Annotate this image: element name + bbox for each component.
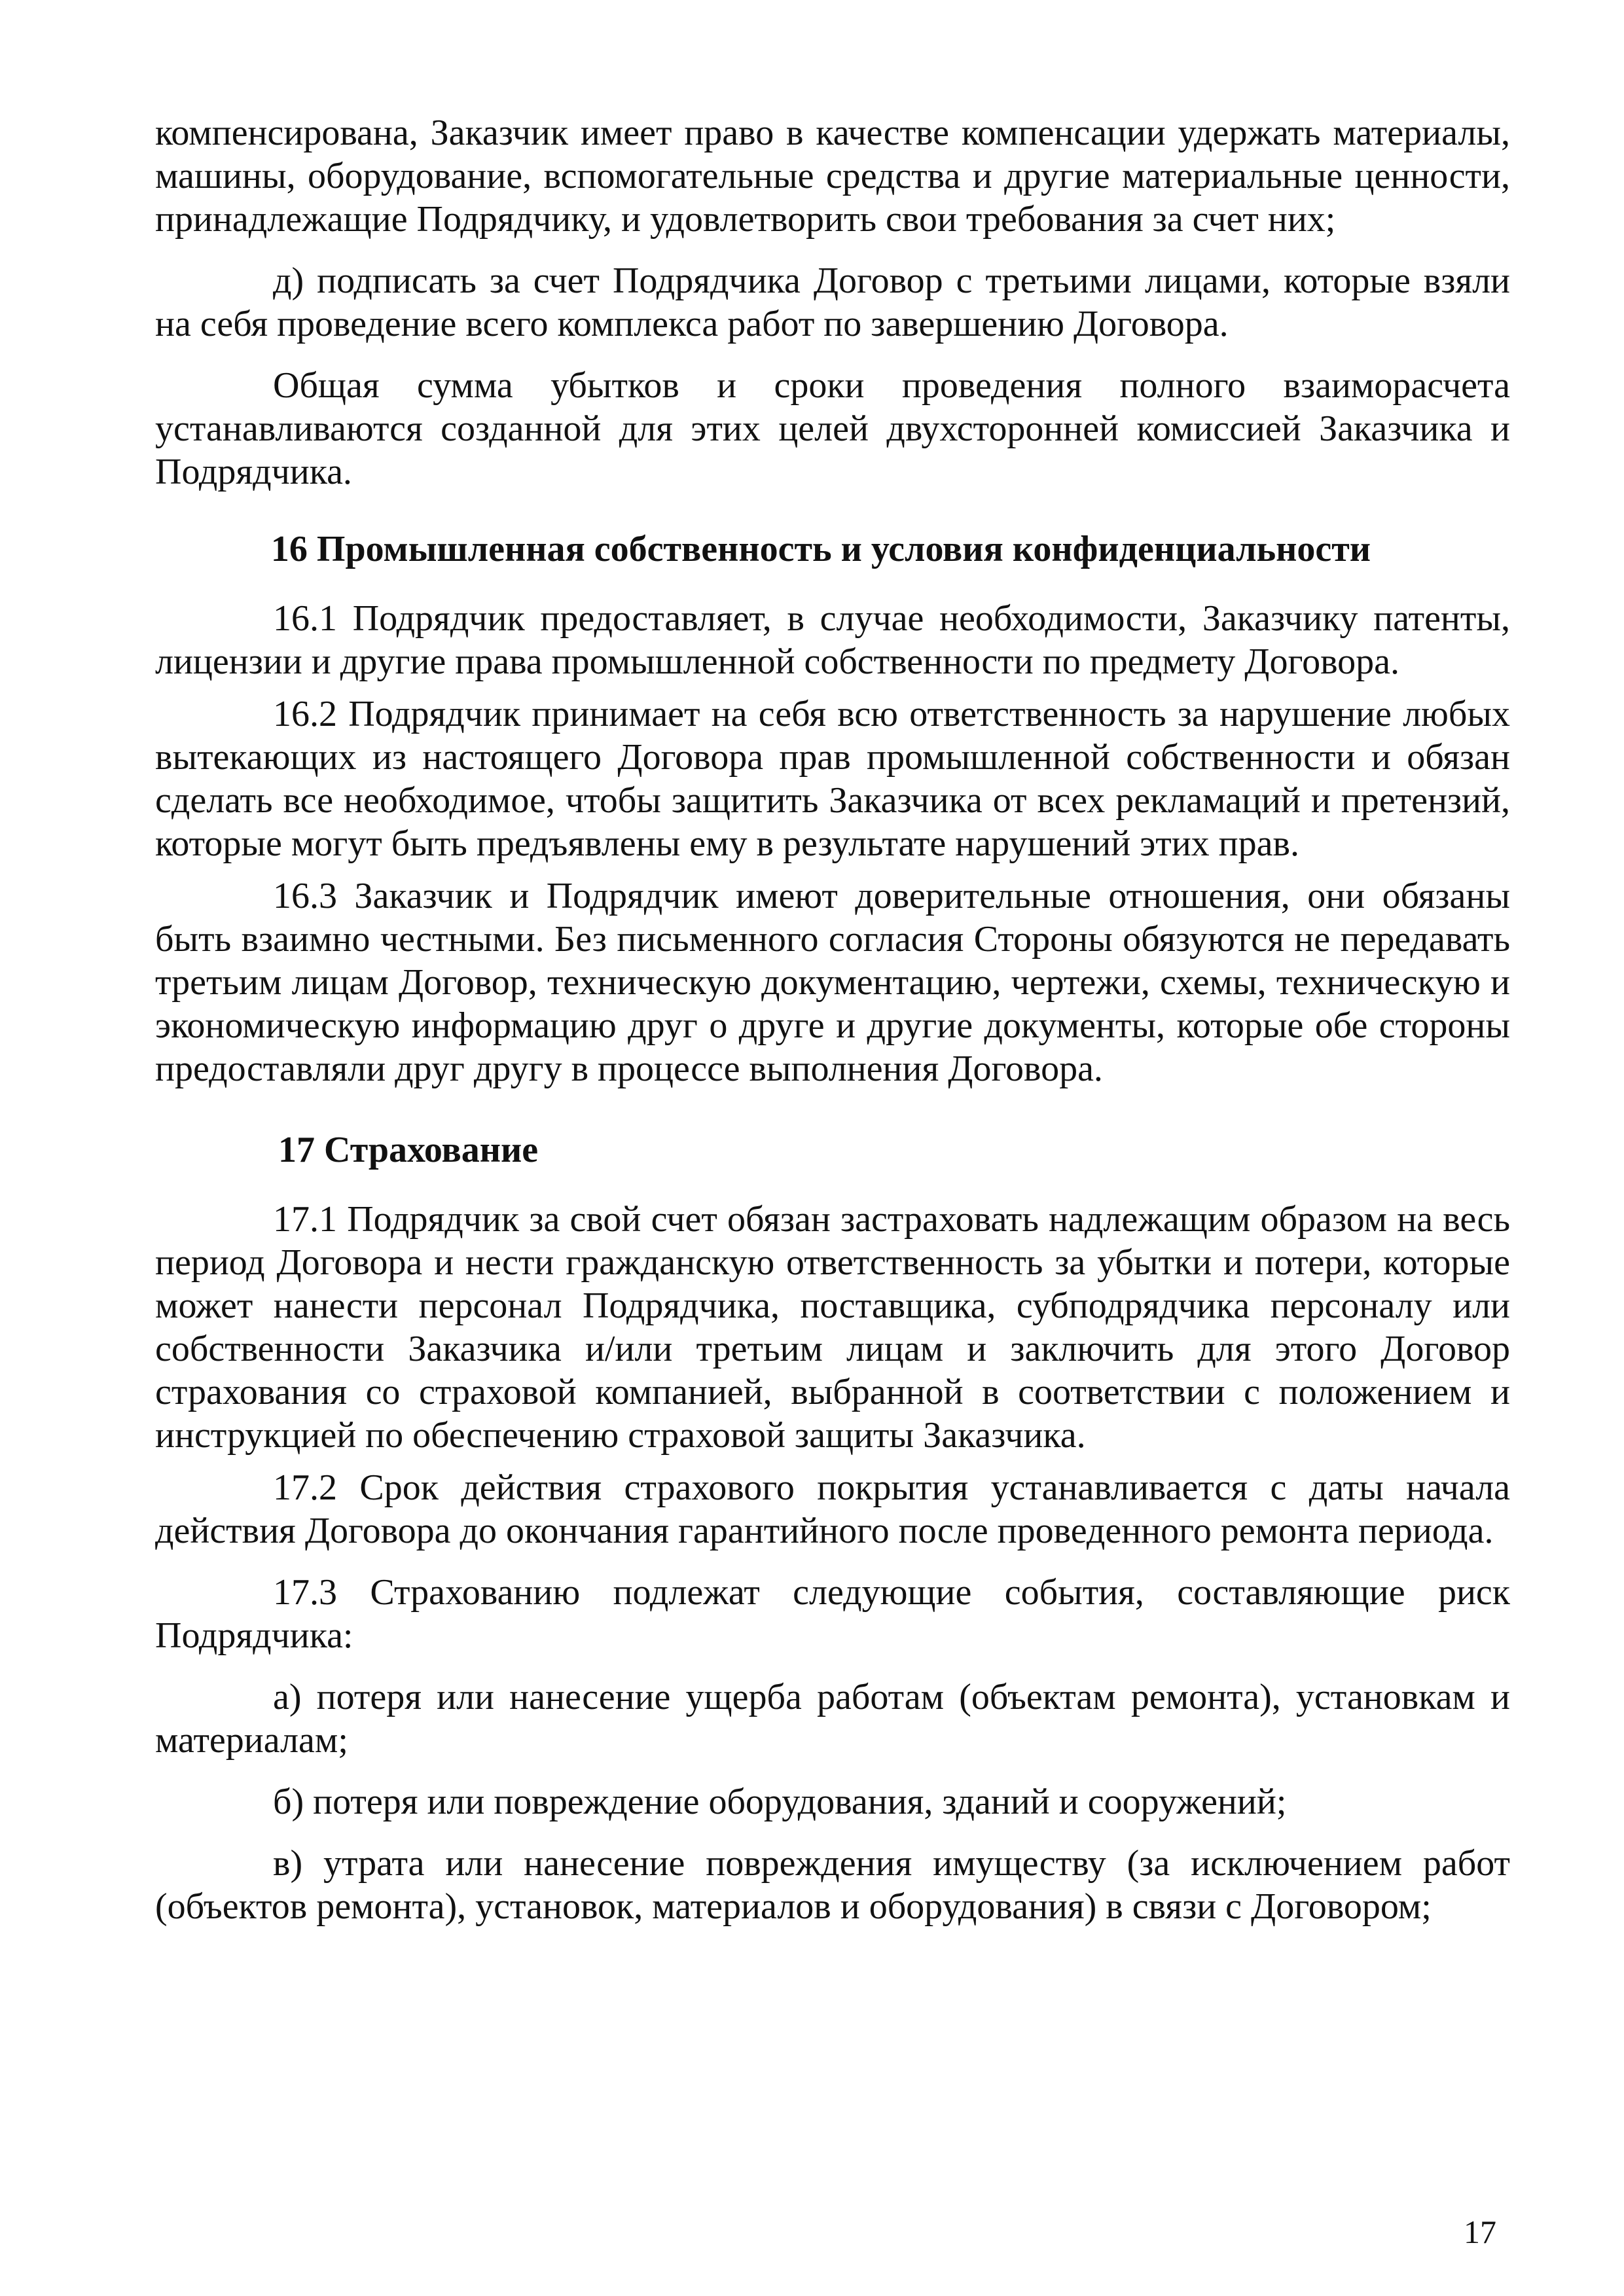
paragraph-17-3: 17.3 Страхованию подлежат следующие события, составляющие риск Подрядчика: <box>155 1572 1510 1656</box>
paragraph-continuation: компенсирована, Заказчик имеет право в качестве компенсации удержать материалы, машины, оборудование, вспомогательные средства и другие материальные ценности, принадлежащие Подрядчику, и удовлетворить свои требования за счет них; <box>155 113 1510 240</box>
paragraph-16-1: 16.1 Подрядчик предоставляет, в случае необходимости, Заказчику патенты, лицензии и другие права промышленной собственности по предмету Договора. <box>155 598 1510 682</box>
paragraph-losses: Общая сумма убытков и сроки проведения полного взаиморасчета устанавливаются созданной для этих целей двухсторонней комиссией Заказчика и Подрядчика. <box>155 365 1510 492</box>
section-16-heading: 16 Промышленная собственность и условия конфиденциальности <box>270 529 1371 569</box>
list-item-a: а) потеря или нанесение ущерба работам (объектам ремонта), установкам и материалам; <box>155 1677 1510 1761</box>
section-17-heading: 17 Страхование <box>278 1130 539 1170</box>
paragraph-17-1: 17.1 Подрядчик за свой счет обязан застраховать надлежащим образом на весь период Договора и нести гражданскую ответственность за убытки и потери, которые может нанести персонал Подрядчика, поставщика, субподрядчика персоналу или собственности Заказчика и/или третьим лицам и заключить для этого Договор страхования со страховой компанией, выбранной в соответствии с положением и инструкцией по обеспечению страховой защиты Заказчика. <box>155 1199 1510 1456</box>
paragraph-16-2: 16.2 Подрядчик принимает на себя всю ответственность за нарушение любых вытекающих из настоящего Договора прав промышленной собственности и обязан сделать все необходимое, чтобы защитить Заказчика от всех рекламаций и претензий, которые могут быть предъявлены ему в результате нарушений этих прав. <box>155 694 1510 864</box>
paragraph-item-d: д) подписать за счет Подрядчика Договор с третьими лицами, которые взяли на себя проведение всего комплекса работ по завершению Договора. <box>155 260 1510 344</box>
list-item-c: в) утрата или нанесение повреждения имуществу (за исключением работ (объектов ремонта), установок, материалов и оборудования) в связи с Договором; <box>155 1843 1510 1927</box>
paragraph-16-3: 16.3 Заказчик и Подрядчик имеют доверительные отношения, они обязаны быть взаимно честными. Без письменного согласия Стороны обязуются не передавать третьим лицам Договор, техническую документацию, чертежи, схемы, техническую и экономическую информацию друг о друге и другие документы, которые обе стороны предоставляли друг другу в процессе выполнения Договора. <box>155 876 1510 1089</box>
page-number: 17 <box>1464 2214 1496 2250</box>
paragraph-17-2: 17.2 Срок действия страхового покрытия устанавливается с даты начала действия Договора до окончания гарантийного после проведенного ремонта периода. <box>155 1467 1510 1551</box>
document-body <box>155 111 1510 1928</box>
list-item-b: б) потеря или повреждение оборудования, зданий и сооружений; <box>273 1782 1287 1822</box>
